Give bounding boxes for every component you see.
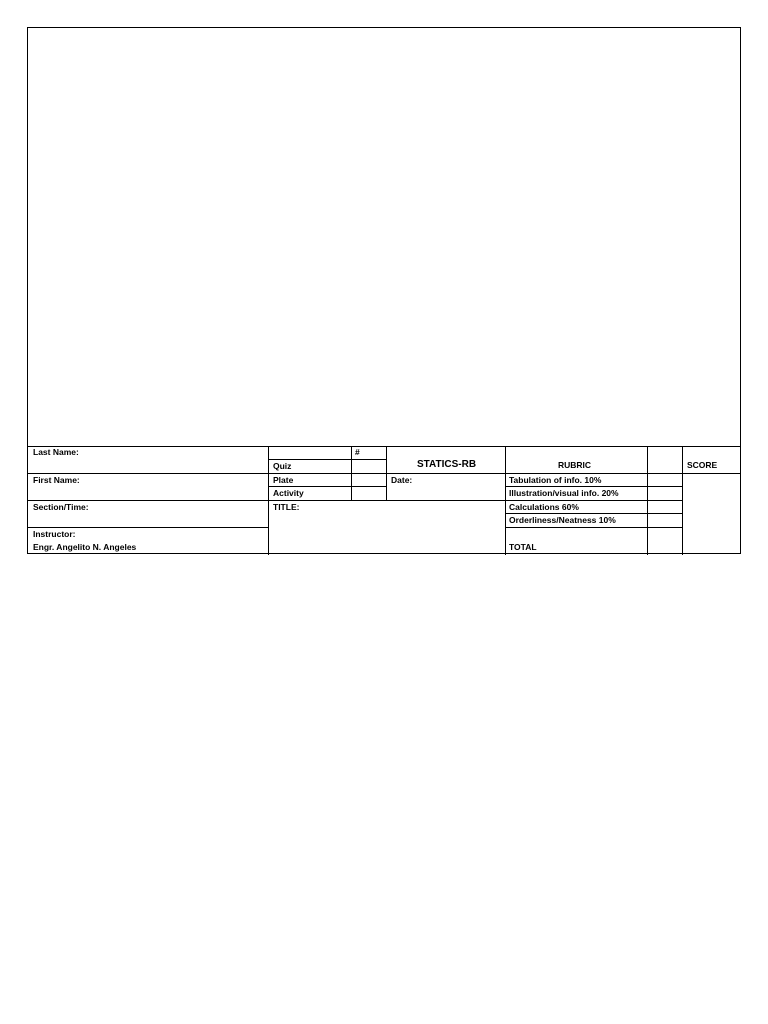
divider	[28, 527, 268, 528]
divider	[28, 473, 741, 474]
last-name-label: Last Name:	[33, 447, 79, 457]
divider	[28, 446, 741, 447]
rubric-item-tabulation: Tabulation of info. 10%	[509, 475, 602, 485]
divider	[682, 446, 683, 555]
divider	[268, 459, 386, 460]
instructor-name: Engr. Angelito N. Angeles	[33, 542, 137, 552]
score-header: SCORE	[687, 460, 718, 470]
title-label: TITLE:	[273, 502, 300, 512]
course-title: STATICS-RB	[417, 459, 477, 470]
quiz-label: Quiz	[273, 461, 292, 471]
divider	[386, 446, 387, 500]
plate-label: Plate	[273, 475, 294, 485]
instructor-label: Instructor:	[33, 529, 76, 539]
divider	[28, 500, 505, 501]
first-name-label: First Name:	[33, 475, 80, 485]
divider	[268, 486, 386, 487]
drawing-sheet	[27, 27, 741, 554]
date-label: Date:	[391, 475, 413, 485]
divider	[505, 513, 682, 514]
title-block	[28, 446, 740, 555]
activity-label: Activity	[273, 488, 304, 498]
rubric-item-calculations: Calculations 60%	[509, 502, 579, 512]
section-time-label: Section/Time:	[33, 502, 89, 512]
divider	[505, 486, 682, 487]
divider	[505, 527, 682, 528]
rubric-item-orderliness: Orderliness/Neatness 10%	[509, 515, 616, 525]
rubric-header: RUBRIC	[558, 460, 592, 470]
divider	[647, 446, 648, 555]
divider	[351, 446, 352, 500]
rubric-item-illustration: Illustration/visual info. 20%	[509, 488, 619, 498]
divider	[505, 446, 506, 555]
total-label: TOTAL	[509, 542, 537, 552]
drawing-area	[28, 28, 740, 446]
divider	[268, 446, 269, 555]
number-label: #	[355, 447, 360, 457]
divider	[505, 500, 682, 501]
